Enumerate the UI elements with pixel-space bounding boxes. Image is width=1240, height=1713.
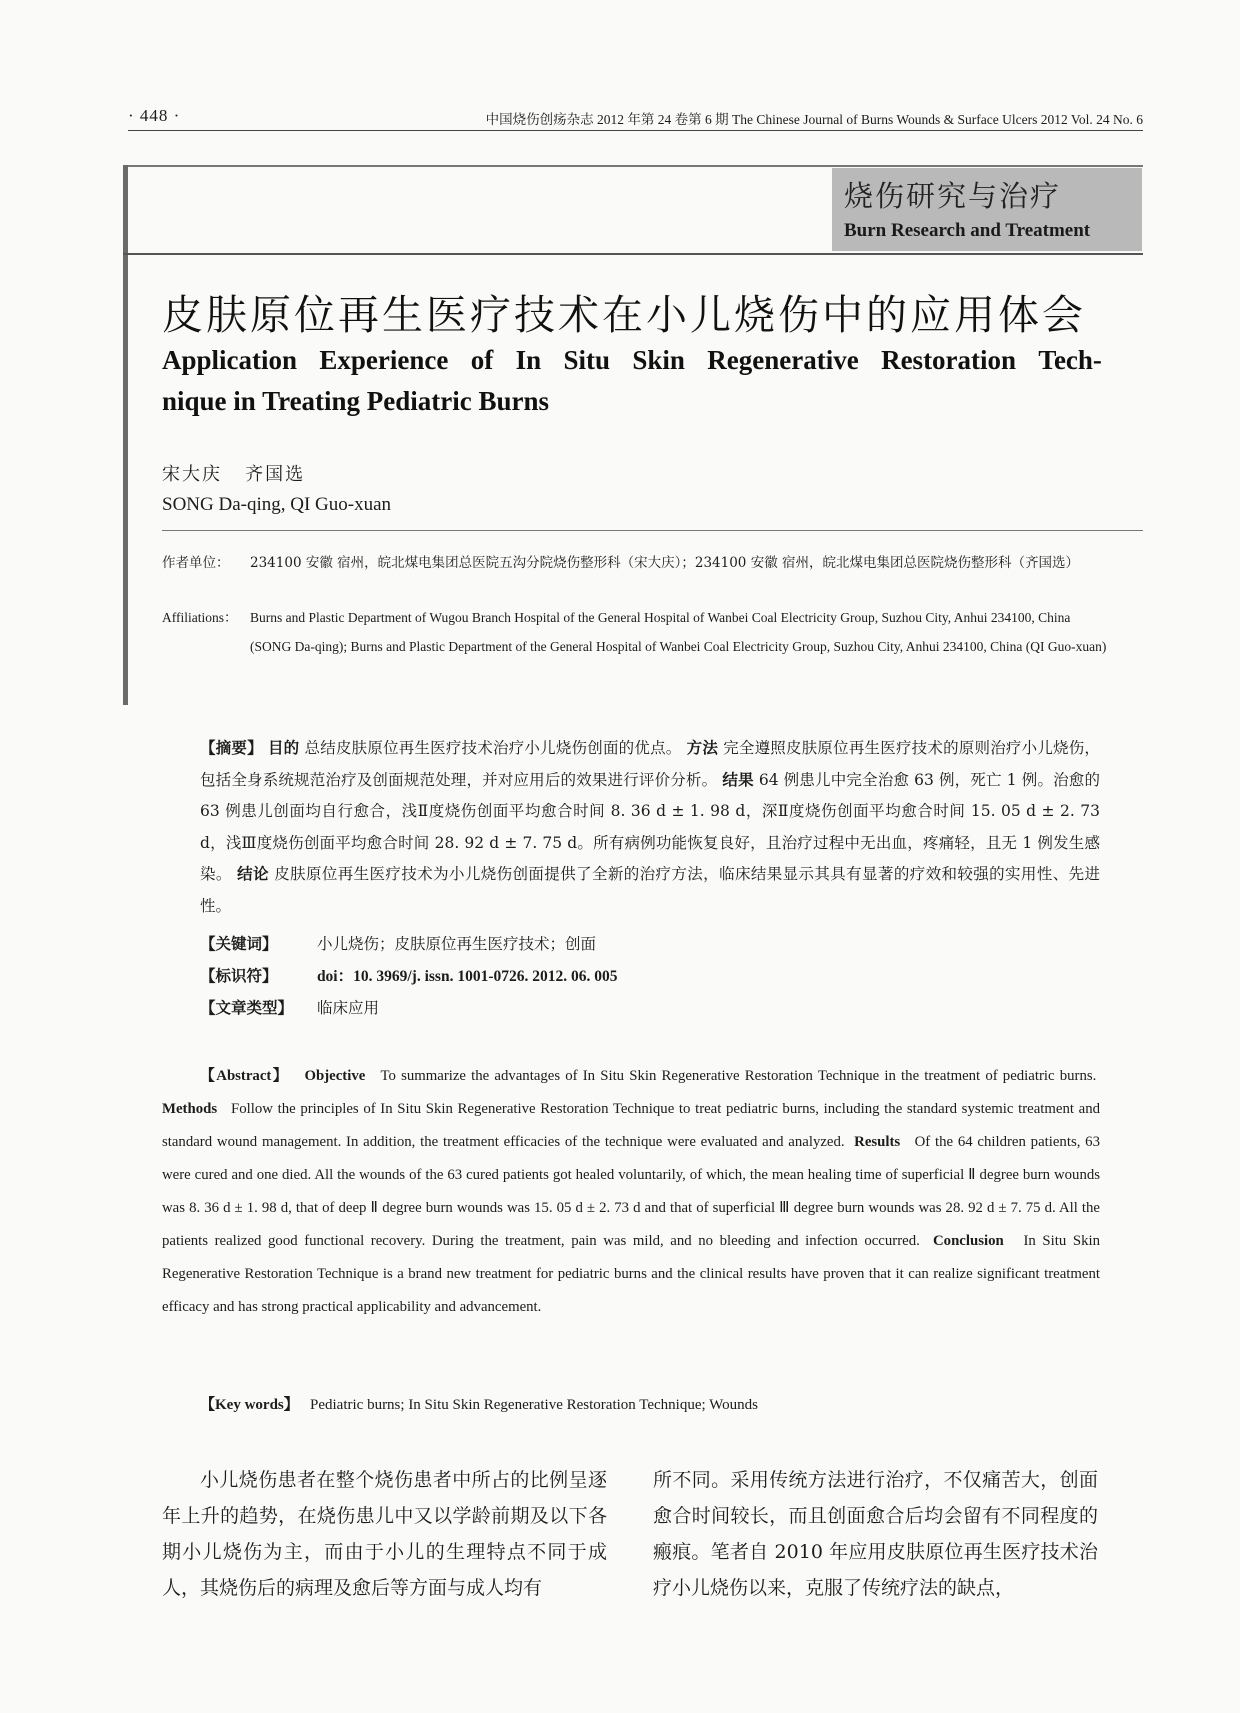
article-type bbox=[200, 996, 379, 1018]
affiliations-cn-text: 234100 安徽 宿州，皖北煤电集团总医院五沟分院烧伤整形科（宋大庆）；234100 安徽 宿州，皖北煤电集团总医院烧伤整形科（齐国选） bbox=[250, 555, 1079, 571]
title-en-word: Tech- bbox=[1038, 345, 1102, 375]
affiliations-en-text: Burns and Plastic Department of Wugou Branch Hospital of the General Hospital of Wanbei Coal Electricity Group, Suzhou City, Anhui 234100, China (SONG Da-qing); Burns and Plastic Department of the General Hospital of Wanbei Coal Electricity Group, Suzhou City, Anhui 234100, China (QI Guo-xuan) bbox=[250, 610, 1107, 654]
journal-citation: 中国烧伤创疡杂志 2012 年第 24 卷第 6 期 The Chinese Journal of Burns Wounds & Surface Ulcers 2012 Vol. 24 No. 6 bbox=[485, 112, 1143, 127]
abstract-en-tag: 【Abstract】 bbox=[200, 1068, 290, 1084]
section-title-en: Burn Research and Treatment bbox=[844, 220, 1091, 241]
identifier bbox=[200, 964, 618, 986]
article-type-tag: 【文章类型】 bbox=[200, 999, 294, 1017]
title-en-word: Situ bbox=[563, 345, 610, 375]
title-en-word: In bbox=[515, 345, 542, 375]
article-title-en-line2: nique in Treating Pediatric Burns bbox=[162, 386, 550, 416]
section-title-cn: 烧伤研究与治疗 bbox=[844, 179, 1062, 213]
article-title-cn: 皮肤原位再生医疗技术在小儿烧伤中的应用体会 bbox=[162, 291, 1086, 339]
methods-en: Follow the principles of In Situ Skin Regenerative Restoration Technique to treat pediatric burns, including the standard systemic treatment and standard wound management. In addition, the treatment efficacies of the technique were evaluated and analyzed. bbox=[162, 1101, 1100, 1150]
keywords-cn-tag: 【关键词】 bbox=[200, 935, 278, 953]
title-en-word: Skin bbox=[632, 345, 685, 375]
title-en-word: Regenerative bbox=[707, 345, 859, 375]
doi-text: doi：10. 3969/j. issn. 1001-0726. 2012. 06. 005 bbox=[316, 968, 618, 985]
top-frame-rule bbox=[123, 165, 1143, 167]
objective-label-en: Objective bbox=[304, 1068, 366, 1084]
affiliations-en bbox=[162, 603, 1112, 661]
methods-label-en: Methods bbox=[162, 1101, 218, 1117]
title-en-word: of bbox=[470, 345, 494, 375]
article-title-en bbox=[162, 340, 1102, 422]
title-en-word: Application bbox=[162, 345, 298, 375]
objective-label-cn: 目的 bbox=[267, 739, 300, 757]
keywords-cn-text: 小儿烧伤；皮肤原位再生医疗技术；创面 bbox=[316, 935, 596, 953]
objective-en: To summarize the advantages of In Situ Skin Regenerative Restoration Technique in the treatment of pediatric burns. bbox=[380, 1068, 1097, 1084]
affiliations-cn-label: 作者单位： bbox=[162, 555, 230, 571]
keywords-en-text: Pediatric burns; In Situ Skin Regenerative Restoration Technique; Wounds bbox=[310, 1397, 758, 1413]
abstract-cn bbox=[200, 733, 1100, 922]
running-header bbox=[128, 106, 1143, 131]
identifier-tag: 【标识符】 bbox=[200, 967, 278, 985]
results-label-cn: 结果 bbox=[722, 770, 754, 789]
conclusion-label-cn: 结论 bbox=[237, 865, 269, 883]
left-margin-rule bbox=[123, 165, 128, 705]
conclusion-en: In Situ Skin Regenerative Restoration Technique is a brand new treatment for pediatric burns and the clinical results have proven that it can realize significant treatment efficacy and has strong practical applicability and advancement. bbox=[162, 1233, 1100, 1315]
abstract-cn-tag: 【摘要】 bbox=[200, 739, 263, 757]
methods-label-cn: 方法 bbox=[686, 739, 719, 757]
results-en: Of the 64 children patients, 63 were cured and one died. All the wounds of the 63 cured patients got healed voluntarily, of which, the mean healing time of superficial Ⅱ degree burn wounds was 8. 36 d ± 1. 98 d, that of deep Ⅱ degree burn wounds was 15. 05 d ± 2. 73 d and that of superficial Ⅲ degree burn wounds was 28. 92 d ± 7. 75 d. All the patients realized good functional recovery. During the treatment, pain was mild, and no bleeding and infection occurred. bbox=[162, 1134, 1100, 1249]
authors-cn: 宋大庆 齐国选 bbox=[162, 464, 306, 485]
section-badge bbox=[832, 168, 1142, 251]
keywords-en bbox=[200, 1393, 758, 1414]
affiliation-divider bbox=[162, 530, 1143, 531]
conclusion-label-en: Conclusion bbox=[932, 1233, 1004, 1249]
conclusion-cn: 皮肤原位再生医疗技术为小儿烧伤创面提供了全新的治疗方法，临床结果显示其具有显著的疗效和较强的实用性、先进性。 bbox=[200, 865, 1100, 915]
affiliations-en-label: Affiliations： bbox=[162, 610, 238, 625]
affiliations-cn bbox=[162, 549, 1112, 577]
section-divider bbox=[123, 253, 1143, 255]
results-cn: 64 例患儿中完全治愈 63 例，死亡 1 例。治愈的 63 例患儿创面均自行愈合，浅Ⅱ度烧伤创面平均愈合时间 8. 36 d ± 1. 98 d，深Ⅱ度烧伤创面平均愈合时间 15. 05 d ± 2. 73 d，浅Ⅲ度烧伤创面平均愈合时间 28. 92 d ± 7. 75 d。所有病例功能恢复良好，且治疗过程中无出血，疼痛轻，且无 1 例发生感染。 bbox=[200, 770, 1100, 883]
body-column-right: 所不同。采用传统方法进行治疗，不仅痛苦大，创面愈合时间较长，而且创面愈合后均会留有不同程度的瘢痕。笔者自 2010 年应用皮肤原位再生医疗技术治疗小儿烧伤以来，克服了传统疗法的缺点， bbox=[653, 1469, 1098, 1599]
title-en-word: Experience bbox=[319, 345, 449, 375]
authors-en: SONG Da-qing, QI Guo-xuan bbox=[162, 494, 392, 515]
abstract-en bbox=[162, 1060, 1100, 1324]
title-en-word: Restoration bbox=[881, 345, 1017, 375]
article-type-text: 临床应用 bbox=[316, 999, 379, 1017]
page-number: · 448 · bbox=[128, 106, 181, 125]
article-title-en-line1 bbox=[162, 340, 1102, 381]
keywords-cn bbox=[200, 932, 596, 954]
keywords-en-tag: 【Key words】 bbox=[200, 1397, 299, 1413]
body-column-left: 小儿烧伤患者在整个烧伤患者中所占的比例呈逐年上升的趋势，在烧伤患儿中又以学龄前期及以下各期小儿烧伤为主，而由于小儿的生理特点不同于成人，其烧伤后的病理及愈后等方面与成人均有 bbox=[162, 1469, 607, 1599]
objective-cn: 总结皮肤原位再生医疗技术治疗小儿烧伤创面的优点。 bbox=[304, 739, 682, 757]
results-label-en: Results bbox=[854, 1134, 901, 1150]
methods-cn: 完全遵照皮肤原位再生医疗技术的原则治疗小儿烧伤，包括全身系统规范治疗及创面规范处理，并对应用后的效果进行评价分析。 bbox=[200, 739, 1100, 789]
